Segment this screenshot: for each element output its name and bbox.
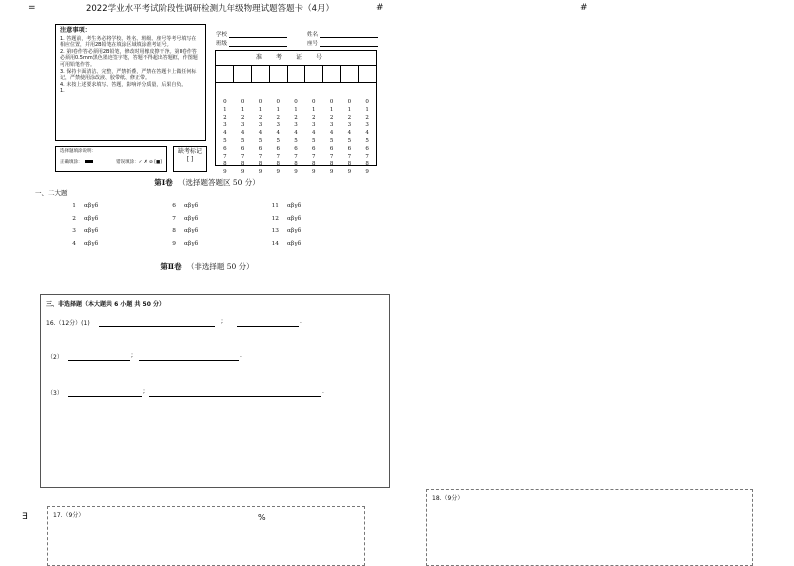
choice-question-row [162,203,198,209]
exam-digit-bubble[interactable]: 6 [365,145,369,152]
choice-question-row [62,228,98,234]
exam-digit-bubble[interactable]: 6 [329,145,334,152]
correct-fill-icon [85,160,93,163]
q17-percent: % [258,513,266,522]
notice-item: 1. [60,88,65,95]
exam-digit-bubble[interactable]: 7 [329,153,334,160]
answer-options[interactable]: αβγδ [184,228,199,234]
answer-options[interactable]: αβγδ [184,203,199,209]
exam-digit-bubble[interactable]: 3 [312,122,316,129]
exam-digit-bubble[interactable]: 0 [365,99,369,105]
choice-question-row [265,216,301,222]
exam-digit-bubble[interactable]: 6 [312,145,316,152]
exam-digit-bubble[interactable]: 1 [294,106,298,113]
exam-digit-bubble[interactable]: 7 [312,153,316,160]
exam-digit-bubble[interactable]: 9 [294,169,298,176]
exam-digit-bubble[interactable]: 1 [240,106,245,113]
seat-label: 座号 [307,41,319,47]
exam-digit-bubble[interactable]: 3 [294,122,298,129]
exam-digit-bubble[interactable]: 0 [223,99,227,105]
question-number: 7 [172,215,176,222]
class-field[interactable] [216,39,287,47]
school-field[interactable] [216,30,287,38]
question-number: 1 [72,203,76,209]
exam-number-cell[interactable] [323,66,341,82]
fill-example-box [55,146,167,172]
part3-answer-box [40,294,390,488]
exam-digit-bubble[interactable]: 2 [240,114,245,121]
q16-3-sep: ; [143,388,146,395]
exam-digit-bubble[interactable]: 6 [347,145,352,152]
correct-fill-label: 正确填涂： [60,160,83,165]
exam-digit-bubble[interactable]: 5 [258,137,263,144]
exam-digit-bubble[interactable]: 3 [258,122,263,129]
notice-title: 注意事项： [60,27,91,34]
exam-number-column [340,99,358,177]
q18-label: 18.（9分） [432,495,464,502]
exam-digit-bubble[interactable]: 9 [223,169,227,176]
exam-digit-bubble[interactable]: 2 [276,114,280,121]
exam-digit-bubble[interactable]: 5 [347,137,352,144]
exam-number-cell[interactable] [341,66,359,82]
name-field[interactable] [307,30,378,38]
school-label: 学校 [216,32,228,38]
notice-item: 3. 保持卡面清洁、完整，严禁折叠，严禁在答题卡上做任何标记，严禁使用涂改液、胶带纸、修正带。 [60,68,197,82]
choice-question-row [265,241,301,247]
exam-digit-bubble[interactable]: 4 [312,130,316,137]
choice-question-row [62,203,98,209]
page-title: 2022学业水平考试阶段性调研检测九年级物理试题答题卡（4月） [85,4,335,14]
answer-options[interactable]: αβγδ [287,203,302,209]
exam-digit-bubble[interactable]: 9 [240,169,245,176]
exam-digit-bubble[interactable]: 5 [294,137,298,144]
exam-digit-bubble[interactable]: 9 [347,169,352,176]
q16-sep: ; [221,318,224,325]
class-label: 班级 [216,41,228,47]
exam-digit-bubble[interactable]: 8 [329,161,334,168]
exam-digit-bubble[interactable]: 8 [258,161,263,168]
exam-digit-bubble[interactable]: 7 [347,153,352,160]
exam-digit-bubble[interactable]: 0 [329,99,334,105]
choice-question-row [162,228,198,234]
answer-options[interactable]: αβγδ [184,240,199,247]
q16-2-blank-b[interactable] [139,360,239,361]
exam-digit-bubble[interactable]: 2 [347,114,352,121]
exam-digit-bubble[interactable]: 4 [294,130,298,137]
q17-answer-box[interactable] [47,506,365,566]
choice-question-row [265,203,301,209]
exam-digit-bubble[interactable]: 4 [329,130,334,137]
answer-options[interactable]: αβγδ [84,240,99,247]
question-number: 3 [72,228,76,234]
exam-digit-bubble[interactable]: 7 [258,153,263,160]
choice-question-row [265,228,301,234]
q16-1-blank-a[interactable] [99,326,215,327]
exam-digit-bubble[interactable]: 9 [312,169,316,176]
exam-digit-bubble[interactable]: 0 [258,99,263,105]
exam-digit-bubble[interactable]: 6 [294,145,298,152]
q16-1-blank-b[interactable] [237,326,299,327]
section2-title: 第Ⅱ卷 （非选择题 50 分） [160,262,254,271]
exam-digit-bubble[interactable]: 9 [365,169,369,176]
exam-digit-bubble[interactable]: 2 [294,114,298,121]
q16-3-end: . [322,388,324,395]
answer-options[interactable]: αβγδ [84,215,99,222]
exam-digit-bubble[interactable]: 3 [223,122,227,129]
q16-3-blank-a[interactable] [68,396,142,397]
exam-digit-bubble[interactable]: 0 [294,99,298,105]
answer-options[interactable]: αβγδ [287,240,302,247]
exam-number-cell[interactable] [288,66,306,82]
choice-question-row [162,216,198,222]
exam-number-grid [215,50,377,176]
absent-mark-box [173,146,207,172]
exam-number-cell[interactable] [305,66,323,82]
exam-digit-bubble[interactable]: 8 [365,161,369,168]
seat-field[interactable] [307,39,378,47]
q16-2-label: （2） [47,354,63,361]
exam-digit-bubble[interactable]: 8 [276,161,280,168]
question-number: 12 [271,215,279,222]
exam-digit-bubble[interactable]: 2 [329,114,334,121]
exam-digit-bubble[interactable]: 0 [240,99,245,105]
q16-3-blank-b[interactable] [149,396,321,397]
exam-digit-bubble[interactable]: 3 [276,122,280,129]
exam-number-column [269,99,287,177]
notice-item: 4. 未按上述要求填写、答题，影响评分质量，后果自负。 [60,81,187,88]
choice-question-row [62,241,98,247]
exam-digit-bubble[interactable]: 7 [276,153,280,160]
question-number: 14 [271,240,279,247]
exam-number-column [216,99,234,177]
exam-digit-bubble[interactable]: 9 [329,169,334,176]
exam-digit-bubble[interactable]: 4 [223,130,227,137]
exam-number-header: 准考证号 [216,51,376,66]
question-number: 13 [271,228,279,234]
q18-answer-box[interactable] [426,489,753,566]
exam-number-digit-columns [216,83,376,177]
choice-question-row [162,241,198,247]
exam-digit-bubble[interactable]: 0 [312,99,316,105]
exam-digit-bubble[interactable]: 2 [365,114,369,121]
exam-digit-bubble[interactable]: 1 [329,106,334,113]
q17-label: 17.（9分） [53,512,85,519]
exam-digit-bubble[interactable]: 7 [365,153,369,160]
hash-mark-2: # [580,3,588,13]
answer-options[interactable]: αβγδ [184,215,199,222]
exam-number-cell[interactable] [270,66,288,82]
exam-digit-bubble[interactable]: 5 [276,137,280,144]
question-number: 11 [271,203,279,209]
q16-2-end: . [240,352,242,359]
exam-number-column [234,99,252,177]
section1-title: 第Ⅰ卷 （选择题答题区 50 分） [154,178,260,187]
exam-digit-bubble[interactable]: 7 [240,153,245,160]
q16-2-blank-a[interactable] [68,360,130,361]
part1-label: 一、二大题 [35,189,68,197]
absent-label: 缺考标记 [177,148,202,155]
exam-digit-bubble[interactable]: 4 [258,130,263,137]
exam-number-column [323,99,341,177]
exam-digit-bubble[interactable]: 4 [365,130,369,137]
exam-digit-bubble[interactable]: 6 [276,145,280,152]
exam-digit-bubble[interactable]: 5 [223,137,227,144]
exam-digit-bubble[interactable]: 2 [258,114,263,121]
exam-digit-bubble[interactable]: 1 [312,106,316,113]
left-mark: = [28,3,36,13]
exam-digit-bubble[interactable]: 5 [312,137,316,144]
exam-digit-bubble[interactable]: 7 [223,153,227,160]
answer-options[interactable]: αβγδ [287,228,302,234]
exam-digit-bubble[interactable]: 4 [347,130,352,137]
question-number: 4 [72,240,76,247]
exam-digit-bubble[interactable]: 4 [240,130,245,137]
exam-digit-bubble[interactable]: 5 [365,137,369,144]
exam-digit-bubble[interactable]: 7 [294,153,298,160]
notice-box [55,24,206,141]
question-number: 6 [172,203,176,209]
exam-digit-bubble[interactable]: 1 [365,106,369,113]
exam-digit-bubble[interactable]: 3 [329,122,334,129]
exam-digit-bubble[interactable]: 6 [240,145,245,152]
exam-digit-bubble[interactable]: 3 [240,122,245,129]
exam-number-cell[interactable] [234,66,252,82]
exam-digit-bubble[interactable]: 1 [223,106,227,113]
exam-digit-bubble[interactable]: 3 [365,122,369,129]
exam-number-column [287,99,305,177]
exam-number-cell[interactable] [216,66,234,82]
question-number: 8 [172,228,176,234]
exam-digit-bubble[interactable]: 8 [312,161,316,168]
wrong-fill-icons: ✓ ✗ ⊘ [■] [138,160,162,165]
wrong-fill-label: 错误填涂： [116,160,139,165]
exam-digit-bubble[interactable]: 0 [347,99,352,105]
exam-digit-bubble[interactable]: 8 [347,161,352,168]
question-number: 9 [172,240,176,247]
exam-digit-bubble[interactable]: 8 [240,161,245,168]
exam-digit-bubble[interactable]: 4 [276,130,280,137]
exam-digit-bubble[interactable]: 3 [347,122,352,129]
exam-number-column [252,99,270,177]
exam-digit-bubble[interactable]: 5 [240,137,245,144]
q16-label: 16.（12分）(1) [46,320,90,327]
answer-options[interactable]: αβγδ [84,203,99,209]
exam-number-cell[interactable] [252,66,270,82]
exam-number-cells [216,66,376,83]
exam-digit-bubble[interactable]: 8 [294,161,298,168]
exam-digit-bubble[interactable]: 1 [258,106,263,113]
exam-number-column [305,99,323,177]
exam-digit-bubble[interactable]: 1 [276,106,280,113]
q16-2-sep: ; [131,352,134,359]
absent-checkbox[interactable]: [ ] [186,156,194,163]
answer-options[interactable]: αβγδ [84,228,99,234]
choice-question-row [62,216,98,222]
exam-digit-bubble[interactable]: 8 [223,161,227,168]
name-label: 姓名 [307,32,319,38]
fill-example-title: 选择题填涂说明： [60,149,96,154]
exam-digit-bubble[interactable]: 1 [347,106,352,113]
exam-digit-bubble[interactable]: 6 [258,145,263,152]
q16-1-end: . [300,318,302,325]
exam-number-column [358,99,376,177]
notice-item: 2. 第Ⅰ卷作答必须用2B铅笔，修改时用橡皮擦干净。第Ⅱ卷作答必须用0.5mm黑色墨迹签字笔，答题不得超出答题框，作图题可用铅笔作答。 [60,48,198,68]
part3-title: 三、非选择题（本大题共 6 小题 共 50 分） [46,301,165,308]
exam-digit-bubble[interactable]: 2 [312,114,316,121]
question-number: 2 [72,215,76,222]
q16-3-label: （3） [47,390,63,397]
exam-digit-bubble[interactable]: 0 [276,99,280,105]
exam-digit-bubble[interactable]: 2 [223,114,227,121]
exam-digit-bubble[interactable]: 9 [276,169,280,176]
answer-options[interactable]: αβγδ [287,215,302,222]
bottom-mark: ∃ [22,512,28,522]
exam-digit-bubble[interactable]: 9 [258,169,263,176]
notice-item: 1. 答题前，考生务必将学校、姓名、班级、座号等考号填写在相应位置，并用2B铅笔在填涂区域填涂准考证号。 [60,35,197,49]
hash-mark-1: # [376,3,384,13]
exam-number-cell[interactable] [359,66,376,82]
exam-digit-bubble[interactable]: 5 [329,137,334,144]
exam-digit-bubble[interactable]: 6 [223,145,227,152]
